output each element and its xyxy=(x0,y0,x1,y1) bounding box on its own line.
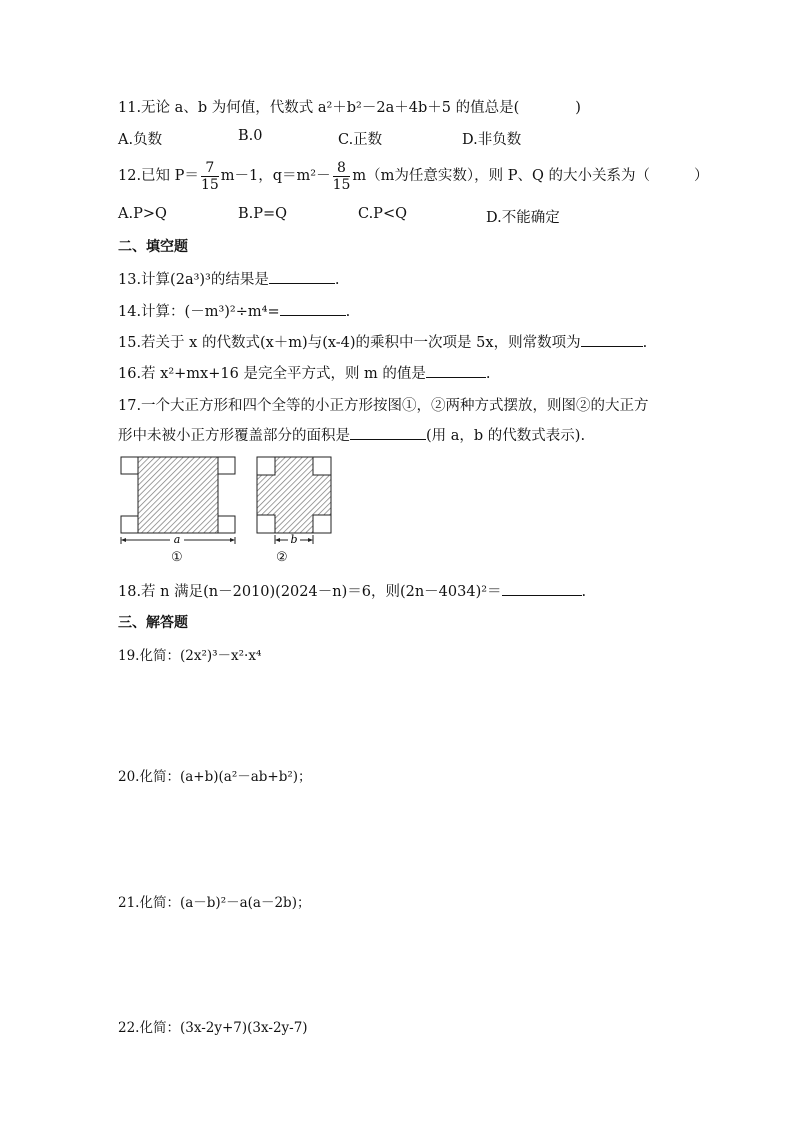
q12-part1: 12.已知 P＝ xyxy=(118,168,199,184)
figure-1-label: ① xyxy=(171,550,183,565)
q12-frac2-numerator: 8 xyxy=(333,160,351,177)
q15-text: 15.若关于 x 的代数式(x＋m)与(x-4)的乘积中一次项是 5x，则常数项为 xyxy=(118,335,581,351)
question-17-line-1: 17.一个大正方形和四个全等的小正方形按图①，②两种方式摆放，则图②的大正方 xyxy=(118,398,649,414)
q12-frac1-numerator: 7 xyxy=(201,160,219,177)
question-17-line-2 xyxy=(118,424,585,445)
small-square xyxy=(313,457,331,475)
question-22: 22.化简：(3x-2y+7)(3x-2y-7) xyxy=(118,1020,308,1036)
question-18 xyxy=(118,580,586,601)
question-19: 19.化简：(2x²)³－x²·x⁴ xyxy=(118,648,262,664)
small-square xyxy=(313,515,331,533)
q11-option-d: D.非负数 xyxy=(462,132,522,148)
q14-text: 14.计算：(－m³)²÷m⁴= xyxy=(118,304,280,320)
q14-period: . xyxy=(345,304,351,320)
dimension-label-b: b xyxy=(290,533,298,546)
question-11-close: ) xyxy=(575,100,581,116)
question-11-stem: 11.无论 a、b 为何值，代数式 a²＋b²－2a＋4b＋5 的值总是( xyxy=(118,100,520,116)
q13-period: . xyxy=(334,272,340,288)
figure-1 xyxy=(118,454,238,546)
q11-option-c: C.正数 xyxy=(338,132,383,148)
q12-option-b: B.P=Q xyxy=(238,206,288,222)
question-14 xyxy=(118,300,350,321)
q16-period: . xyxy=(485,366,491,382)
q12-part2: m－1，q＝m²－ xyxy=(220,168,331,184)
question-16 xyxy=(118,362,491,383)
question-20: 20.化简：(a+b)(a²－ab+b²)； xyxy=(118,769,312,785)
large-square xyxy=(138,457,218,533)
q16-text: 16.若 x²+mx+16 是完全平方式，则 m 的值是 xyxy=(118,366,426,382)
question-11 xyxy=(118,96,581,117)
q14-answer-blank[interactable] xyxy=(280,301,346,316)
q18-answer-blank[interactable] xyxy=(502,581,582,596)
dimension-label-a: a xyxy=(173,533,181,546)
question-15 xyxy=(118,331,647,352)
small-square xyxy=(121,457,138,474)
q16-answer-blank[interactable] xyxy=(426,363,486,378)
q15-answer-blank[interactable] xyxy=(581,332,643,347)
q12-frac2-denominator: 15 xyxy=(332,176,351,193)
q18-text: 18.若 n 满足(n－2010)(2024－n)＝6，则(2n－4034)²＝ xyxy=(118,584,502,600)
small-square xyxy=(257,457,275,475)
question-12 xyxy=(118,156,709,196)
q11-option-a: A.负数 xyxy=(118,132,163,148)
q18-period: . xyxy=(581,584,587,600)
question-13 xyxy=(118,268,339,289)
small-square xyxy=(218,516,235,533)
q17-suffix: (用 a，b 的代数式表示). xyxy=(426,428,586,444)
question-21: 21.化简：(a－b)²－a(a－2b)； xyxy=(118,895,311,911)
q12-frac1-denominator: 15 xyxy=(200,176,219,193)
section-fill-in-blank: 二、填空题 xyxy=(118,239,188,255)
section-solve: 三、解答题 xyxy=(118,615,188,631)
figure-2 xyxy=(254,454,334,546)
q11-option-b: B.0 xyxy=(238,128,263,144)
small-square xyxy=(121,516,138,533)
q12-part3: m（m为任意实数），则 P、Q 的大小关系为（ xyxy=(352,168,651,184)
q12-fraction-1 xyxy=(201,160,219,193)
small-square xyxy=(257,515,275,533)
figure-2-label: ② xyxy=(276,550,288,565)
q13-answer-blank[interactable] xyxy=(269,269,335,284)
q12-option-c: C.P<Q xyxy=(358,206,407,222)
q13-text: 13.计算(2a³)³的结果是 xyxy=(118,272,269,288)
small-square xyxy=(218,457,235,474)
q17-text: 形中未被小正方形覆盖部分的面积是 xyxy=(118,428,350,444)
q12-close: ） xyxy=(694,168,709,184)
q17-answer-blank[interactable] xyxy=(350,425,426,440)
q12-option-a: A.P>Q xyxy=(118,206,167,222)
q15-period: . xyxy=(642,335,648,351)
q12-fraction-2 xyxy=(333,160,351,193)
q12-option-d: D.不能确定 xyxy=(486,210,560,226)
